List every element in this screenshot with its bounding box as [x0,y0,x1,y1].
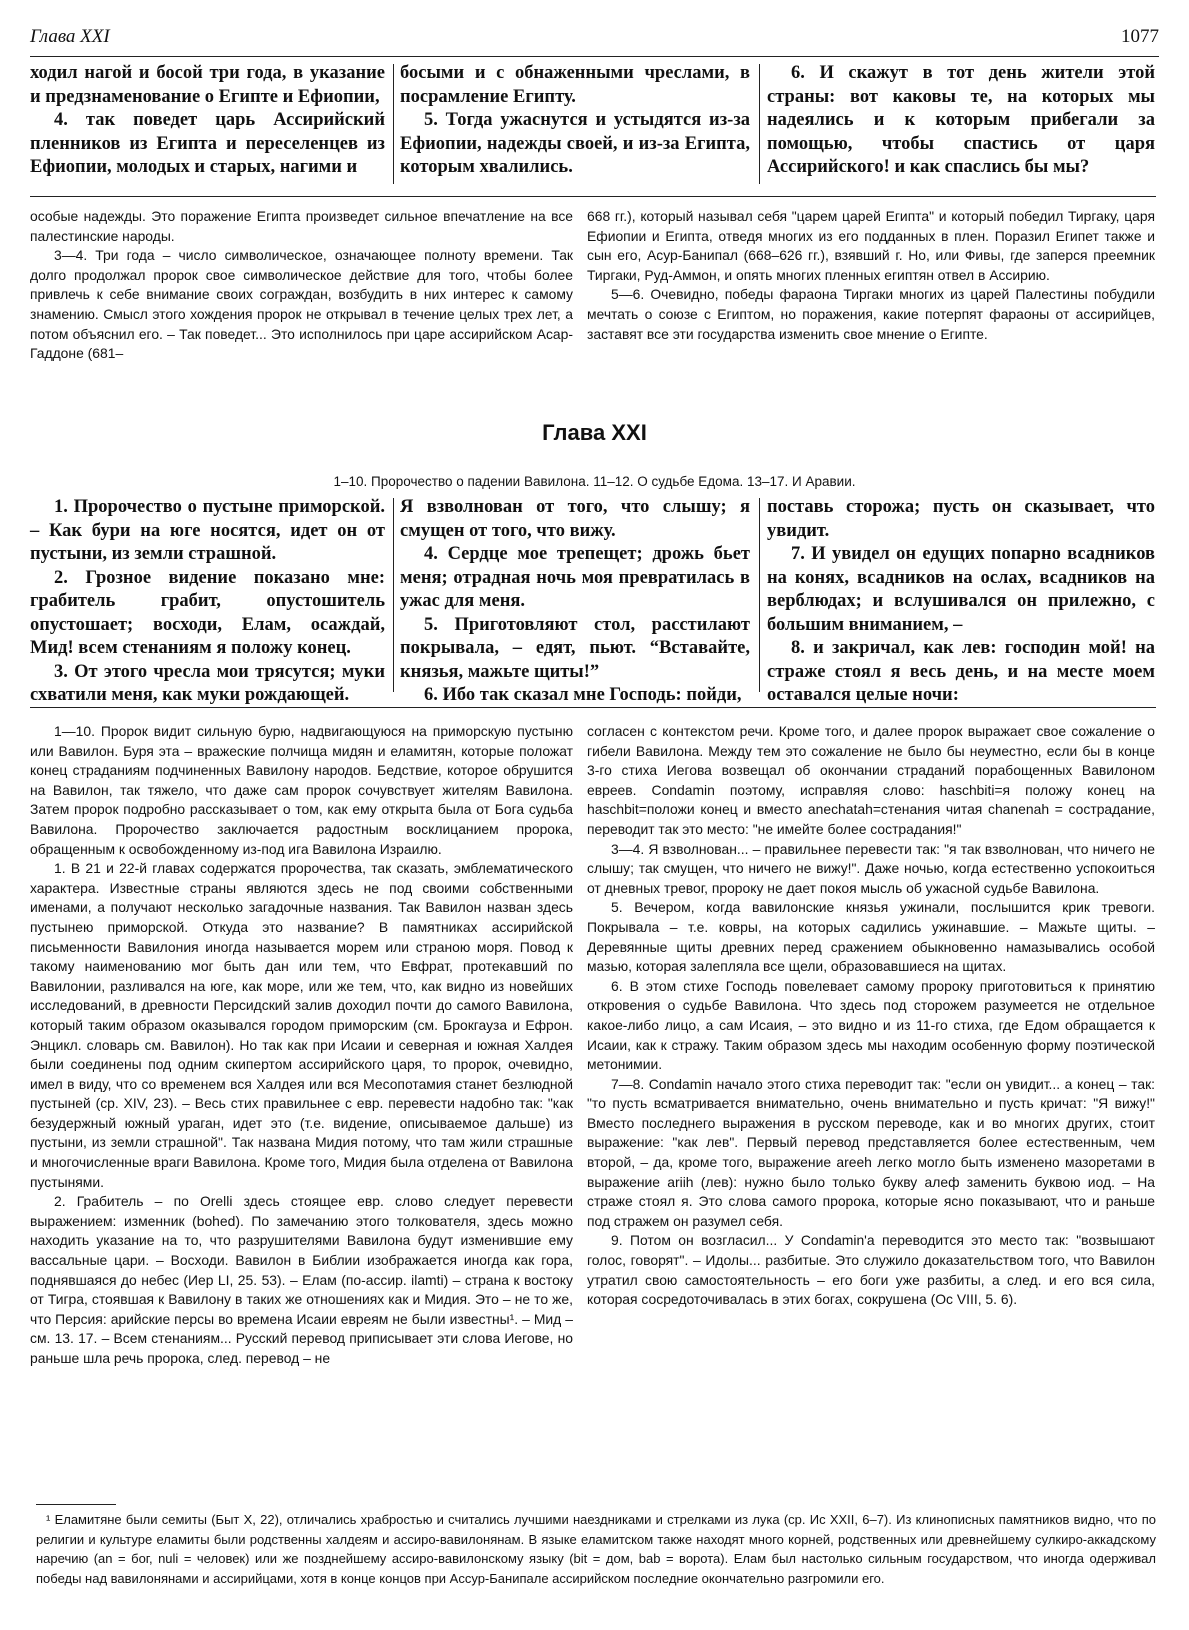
scripture-verse: ходил нагой и босой три года, в указание и предзнаменование о Египте и Ефиопии, [30,63,385,107]
commentary-paragraph: 3—4. Три года – число символическое, означающее полноту времени. Так долго продолжал пророк свое символическое действие для того, чтобы более привлечь к себе внимание своих сограждан, возбудить в них интерес к самому знамению. Смысл этого хождения пророк не открывал в течение целых трех лет, а потом объяснил его. – Так поведет... Это исполнилось при царе ассирийском Асар-Гаддоне (681– [30,247,573,362]
section-rule [30,196,1156,197]
scripture-verse: 6. И скажут в тот день жители этой страны: вот каковы те, на которых мы надеялись и к которым прибегали за помощью, чтобы спастись от царя Ассирийского! и как спаслись бы мы? [767,63,1155,177]
top-scripture-col-2 [400,62,750,180]
column-divider [393,64,394,184]
commentary-paragraph: согласен с контекстом речи. Кроме того, и далее пророк выражает свое сожаление о гибели Вавилона. Между тем это сожаление не было бы неуместно, если бы в конце 3-го стиха Иегова возвещал об окончании страданий порабощенных Вавилоном евреев. Condamin поэтому, исправляя слово: haschbiti=я положу конец на haschbit=положи конец и вместо anechatah=стенания читая chanenah = сострадание, переводит так это место: "не имейте более сострадания!" [587,723,1155,837]
scripture-verse: поставь сторожа; пусть он сказывает, что увидит. [767,497,1155,541]
top-commentary-left [30,207,573,364]
commentary-paragraph: 9. Потом он возгласил... У Condamin'а переводится это место так: "возвышают голос, говорят". – Идолы... разбитые. Это служило доказательством того, что Вавилон утратил свою самостоятельность – его боги уже разбиты, а след. и его вся сила, которая сосредоточивалась в этих богах, сокрушена (Ос VIII, 5. 6). [587,1232,1155,1308]
chapter-summary: 1–10. Пророчество о падении Вавилона. 11–12. О судьбе Едома. 13–17. И Аравии. [333,474,856,489]
commentary-paragraph: 5—6. Очевидно, победы фараона Тиргаки многих из царей Палестины побудили мечтать о союзе с Египтом, но поражения, какие потерпят фараоны от ассирийцев, заставят все эти государства изменить свое мнение о Египте. [587,286,1155,342]
scripture-verse: 1. Пророчество о пустыне приморской. – Как бури на юге носятся, идет он от пустыни, из земли страшной. [30,497,385,564]
scripture-verse: 3. От этого чресла мои трясутся; муки схватили меня, как муки рождающей. [30,661,385,705]
column-divider [759,64,760,184]
footnote [36,1510,1156,1588]
footnote-rule [36,1504,116,1505]
chapter-title: Глава XXI [542,420,647,445]
scripture-verse: 2. Грозное видение показано мне: грабитель грабит, опустошитель опустошает; восходи, Елам, осаждай, Мид! всем стенаниям я положу конец. [30,567,385,658]
column-divider [393,498,394,692]
main-scripture-col-2 [400,496,750,708]
commentary-paragraph: 7—8. Condamin начало этого стиха переводит так: "если он увидит... а конец – так: "то пусть всматривается внимательно, очень внимательно и пусть кричат: "Я вижу!" Вместо последнего выражения в русском переводе, как и во многих других, стоит выражение: "как лев". Первый перевод представляется более естественным, чем второй, – да, кроме того, выражение areeh легко могло быть изменено мазоретами в выражение ariih (лев): нужно было только букву алеф заменить буквою иод. – На страже стоял я. Это слова самого пророка, которые ясно показывают, что и раньше под стражем он разумел себя. [587,1075,1155,1229]
top-scripture-col-1 [30,62,385,180]
running-head-chapter: Глава XXI [30,26,110,47]
scripture-verse: 4. так поведет царь Ассирийский пленников из Египта и переселенцев из Ефиопии, молодых и старых, нагими и [30,110,385,177]
top-commentary-right [587,207,1155,344]
column-divider [759,498,760,692]
scripture-verse: 6. Ибо так сказал мне Господь: пойди, [424,685,742,705]
commentary-paragraph: 2. Грабитель – по Orelli здесь стоящее евр. слово следует перевести выражением: изменник (bohed). По замечанию этого толкователя, здесь можно находить указание на то, что разрушителями Вавилона будут изменившие ему вассальные цари. – Восходи. Вавилон в Библии изображается иногда как гора, поднявшаяся до небес (Иер LI, 25. 53). – Елам (по-ассир. ilamti) – страна к востоку от Тигра, стоявшая к Вавилону в таких же отношениях как и Мидия. Это – не то же, что Персия: арийские персы во времена Исаии евреям не были известны¹. – Мид – см. 13. 17. – Всем стенаниям... Русский перевод приписывает эти слова Иегове, но раньше шла речь пророка, след. перевод – не [30,1193,573,1366]
section-rule [30,707,1156,708]
scripture-verse: 5. Приготовляют стол, расстилают покрывала, – едят, пьют. “Вставайте, князья, мажьте щиты!” [400,614,750,682]
main-commentary-left [30,722,573,1369]
main-commentary-right [587,722,1155,1310]
commentary-paragraph: 6. В этом стихе Господь повелевает самому пророку приготовиться к принятию откровения о судьбе Вавилона. Что здесь под сторожем разумеется не отдельное какое-либо лицо, а сам Исаия, – это видно и из 11-го стиха, где Едом обращается к Исаии, как к стражу. Таким образом здесь мы находим особенную форму поэтической метонимии. [587,977,1155,1073]
commentary-paragraph: 668 гг.), который называл себя "царем царей Египта" и который победил Тиргаку, царя Ефиопии и Египта, отведя многих из его подданных в плен. Поразил Египет также и сын его, Асур-Банипал (668–626 гг.), взявший г. Но, или Фивы, где заперся преемник Тиргаки, Руд-Аммон, и опять многих пленных египтян отвел в Ассирию. [587,208,1155,283]
commentary-paragraph: 3—4. Я взволнован... – правильнее перевести так: "я так взволнован, что ничего не слышу; так смущен, что ничего не вижу!". Даже ночью, когда естественно успокоиться от дневных тревог, пророку не дает покоя мысль об ужасной судьбе Вавилона. [587,840,1155,896]
scripture-verse: 7. И увидел он едущих попарно всадников на конях, всадников на ослах, всадников на верблюдах; и вслушивался он прилежно, с большим вниманием, – [767,544,1155,635]
footnote-text: ¹ Еламитяне были семиты (Быт X, 22), отличались храбростью и считались лучшими наездниками и стрелками из лука (ср. Ис XXII, 6–7). Из клинописных памятников видно, что по религии и культуре еламиты были родственны халдеям и ассиро-вавилонянам. В языке еламитском также находят много корней, родственных или древнейшему сулкиро-аккадскому наречию (an = бог, nuli = человек) или же позднейшему ассиро-вавилонскому языку (bit = дом, bab = ворота). Елам был настолько сильным государством, что иногда одерживал победы над вавилонянами и ассирийцами, хотя в конце концов при Ассур-Банипале ассирийском последние окончательно разгромили его. [36,1512,1156,1586]
scripture-verse: 8. и закричал, как лев: господин мой! на страже стоял я весь день, и на месте моем оставался целые ночи: [767,638,1155,705]
commentary-paragraph: 5. Вечером, когда вавилонские князья ужинали, послышится крик тревоги. Покрывала – т.е. ковры, на которых садились ужинавшие. – Мажьте щиты. – Деревянные щиты древних перед сражением обыкновенно намазывались особой мазью, которая залепляла все щели, образовавшиеся на щитах. [587,899,1155,975]
scripture-verse: босыми и с обнаженными чреслами, в посрамление Египту. [400,63,750,107]
commentary-paragraph: 1. В 21 и 22-й главах содержатся пророчества, так сказать, эмблематического характера. Известные страны являются здесь не под своими собственными именами, а получают несколько загадочные названия. Так Вавилон назван здесь пустынею приморской. Откуда это название? В памятниках ассирийской письменности Вавилония иногда называется морем или страною моря. Повод к такому наименованию мог быть дан или тем, что Евфрат, протекавший по Вавилонии, разливался на юге, как море, или же тем, что, как видно из новейших исследований, в древности Персидский залив доходил почти до самого Вавилона, который таким образом оказывался городом приморским (см. Брокгауза и Ефрон. Энцикл. словарь см. Вавилон). Но так как при Исаии и северная и южная Халдея были соединены под одним скипертом ассирийского царя, то пророк, очевидно, имел в виду, что со временем вся Халдея или вся Месопотамия станет безлюдной пустыней (ср. XIV, 23). – Весь стих правильнее с евр. перевести надобно так: "как безудержный южный ураган, идет это (т.е. видение, описываемое дальше) из пустыни, из земли страшной". Так названа Мидия потому, что там жили страшные и многочисленные враги Вавилона. Кроме того, Мидия была отделена от Вавилона пустынями. [30,860,573,1190]
top-scripture-col-3 [767,62,1155,180]
commentary-paragraph: особые надежды. Это поражение Египта произведет сильное впечатление на все палестинские народы. [30,208,573,244]
scripture-verse: Я взволнован от того, что слышу; я смущен от того, что вижу. [400,497,750,541]
main-scripture-col-3 [767,496,1155,708]
scripture-verse: 5. Тогда ужаснутся и устыдятся из-за Ефиопии, надежды своей, и из-за Египта, которым хвалились. [400,110,750,177]
running-head [30,22,1159,57]
scripture-verse: 4. Сердце мое трепещет; дрожь бьет меня; отрадная ночь моя превратилась в ужас для меня. [400,544,750,611]
commentary-paragraph: 1—10. Пророк видит сильную бурю, надвигающуюся на приморскую пустыню или Вавилон. Буря эта – вражеские полчища мидян и еламитян, которые положат конец страданиям подчиненных Вавилону народов. Бедствие, которое обрушится на Вавилон, так тяжело, что даже сам пророк сочувствует жителям Вавилона. Затем пророк подробно рассказывает о том, как ему открыта была от Бога судьба Вавилона. Пророчество заключается радостным восклицанием пророка, обращенным к освобожденному из-под ига Вавилона Израилю. [30,723,573,857]
main-scripture-col-1 [30,496,385,708]
page-number: 1077 [1121,26,1159,47]
